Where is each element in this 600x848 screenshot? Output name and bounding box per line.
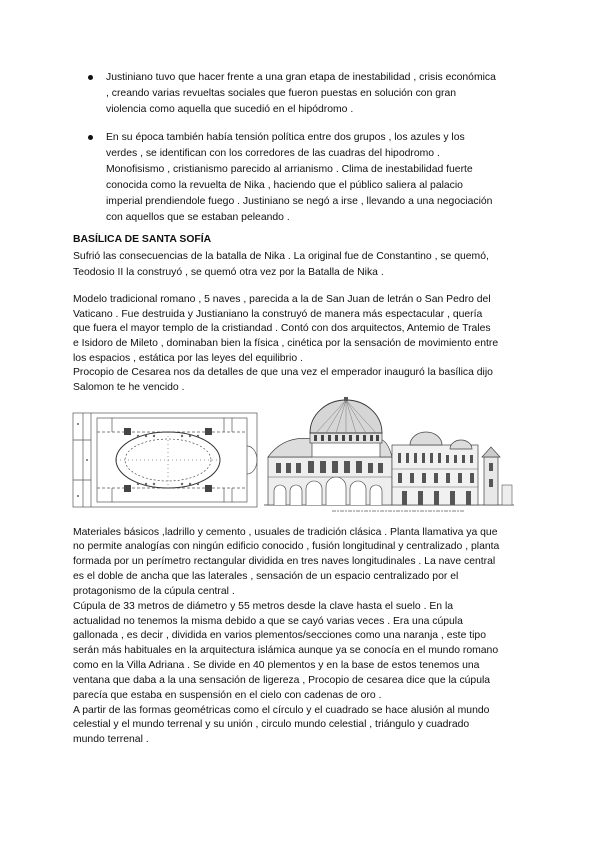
bullet-1-line: , creando varias revueltas sociales que fueron puestas en solución con gran [106,88,457,99]
bullet-2-line: Monofisismo , cristianismo parecido al arrianismo . Clima de inestabilidad fuerte [106,164,473,175]
bullet-item-2 [106,130,492,226]
paragraph-line: los espacios , estática por las leyes del equilibrio . [73,352,303,364]
bullet-2-line: verdes , se identifican con los corredores de las cuadras del hipodromo . [106,148,440,159]
paragraph-line: Modelo tradicional romano , 5 naves , parecida a la de San Juan de letrán o San Pedro del [73,294,491,305]
paragraph-line: Procopio de Cesarea nos da detalles de que una vez el emperador inauguró la basílica dijo [73,367,493,379]
exterior-elevation [392,432,478,505]
bullet-1-line: violencia como aquella que sucedió en el hipódromo . [106,104,354,115]
paragraph-line: es el doble de ancha que las laterales , sensación de un espacio centralizado por el [73,571,459,583]
paragraph-line: mundo terrenal . [73,734,149,746]
body-paragraphs [73,526,499,749]
paragraph-line: Vaticano . Fue destruida y Justianiano la construyó de manera más espectacular , quería [73,308,483,320]
paragraph-line: formada por un perímetro rectangular dividida en tres naves longitudinales . La nave central [73,556,496,568]
paragraph-line: serán más habituales en la arquitectura islámica aunque ya se conocía en el mundo romano [73,645,499,657]
paragraph-line: protagonismo de la cúpula central . [73,585,235,597]
main-dome [310,397,382,443]
paragraph-line: no permite analogías con ningún edificio conocido , fusión longitudinal y centralizado , planta [73,541,500,553]
paragraph-line: Salomon te he vencido . [73,382,185,394]
bullet-item-1 [106,70,496,118]
paragraph-line: celestial y el mundo terrenal y su unión , circulo mundo celestial , triángulo y cuadrado [73,719,470,731]
bullet-2-line: imperial prendiendole fuego . Justiniano se negó a irse , llevando a una negociación [106,196,493,207]
bullet-2-line: En su época también había tensión política entre dos grupos , los azules y los [106,132,465,143]
cross-section-image [264,397,514,515]
paragraph-line: como en la Villa Adriana . Se divide en 40 plementos y en la base de estos tenemos una [73,660,480,672]
paragraph-line: Teodosio II la construyó , se quemó otra vez por la Batalla de Nika . [73,266,384,278]
paragraph-line: Materiales básicos ,ladrillo y cemento , usuales de tradición clásica . Planta llamativa ya que [73,526,498,538]
paragraph-line: que fuera el mayor templo de la cristiandad . Contó con dos arquitectos, Antemio de Trales [73,323,491,335]
paragraph-line: Sufrió las consecuencias de la batalla de Nika . La original fue de Constantino , se quemó, [73,251,489,262]
bullet-1-line: Justiniano tuvo que hacer frente a una gran etapa de inestabilidad , crisis económica [106,72,496,83]
paragraph-line: parecía que estaba en suspensión en el cielo con cadenas de oro . [73,689,382,701]
paragraph-line: gallonada , es decir , dividida en varios plementos/secciones como una naranja , este tipo [73,630,486,642]
paragraph-line: e Isidoro de Mileto , dominaban bien la física , cinética por la sensación de movimiento entre [73,338,499,350]
paragraph-line: Cúpula de 33 metros de diámetro y 55 metros desde la clave hasta el suelo . En la [73,600,454,612]
model-paragraph [73,293,498,396]
bullet-2-line: conocida como la revuelta de Nika , haciendo que el público saliera al palacio [106,180,463,191]
central-dome-outline [116,432,220,488]
bullet-dot [88,75,93,80]
tower [482,447,512,505]
floor-plan-drawing [72,410,260,510]
paragraph-line: ventana que daba a la una sensación de ligereza , Procopio de cesarea dice que la cúpula [73,674,491,686]
paragraph-line: A partir de las formas geométricas como el círculo y el cuadrado se hace alusión al mundo [73,704,490,716]
section-heading: BASÍLICA DE SANTA SOFÍA [73,234,212,245]
floor-plan-image [72,410,260,510]
cross-section-drawing [264,397,514,515]
intro-paragraph [73,249,489,280]
paragraph-line: actualidad no tenemos la misma debido a que se cayó varias veces . Era una cúpula [73,615,463,627]
bullet-2-line: con aquellos que se estaban peleando . [106,212,290,223]
bullet-dot [88,135,93,140]
